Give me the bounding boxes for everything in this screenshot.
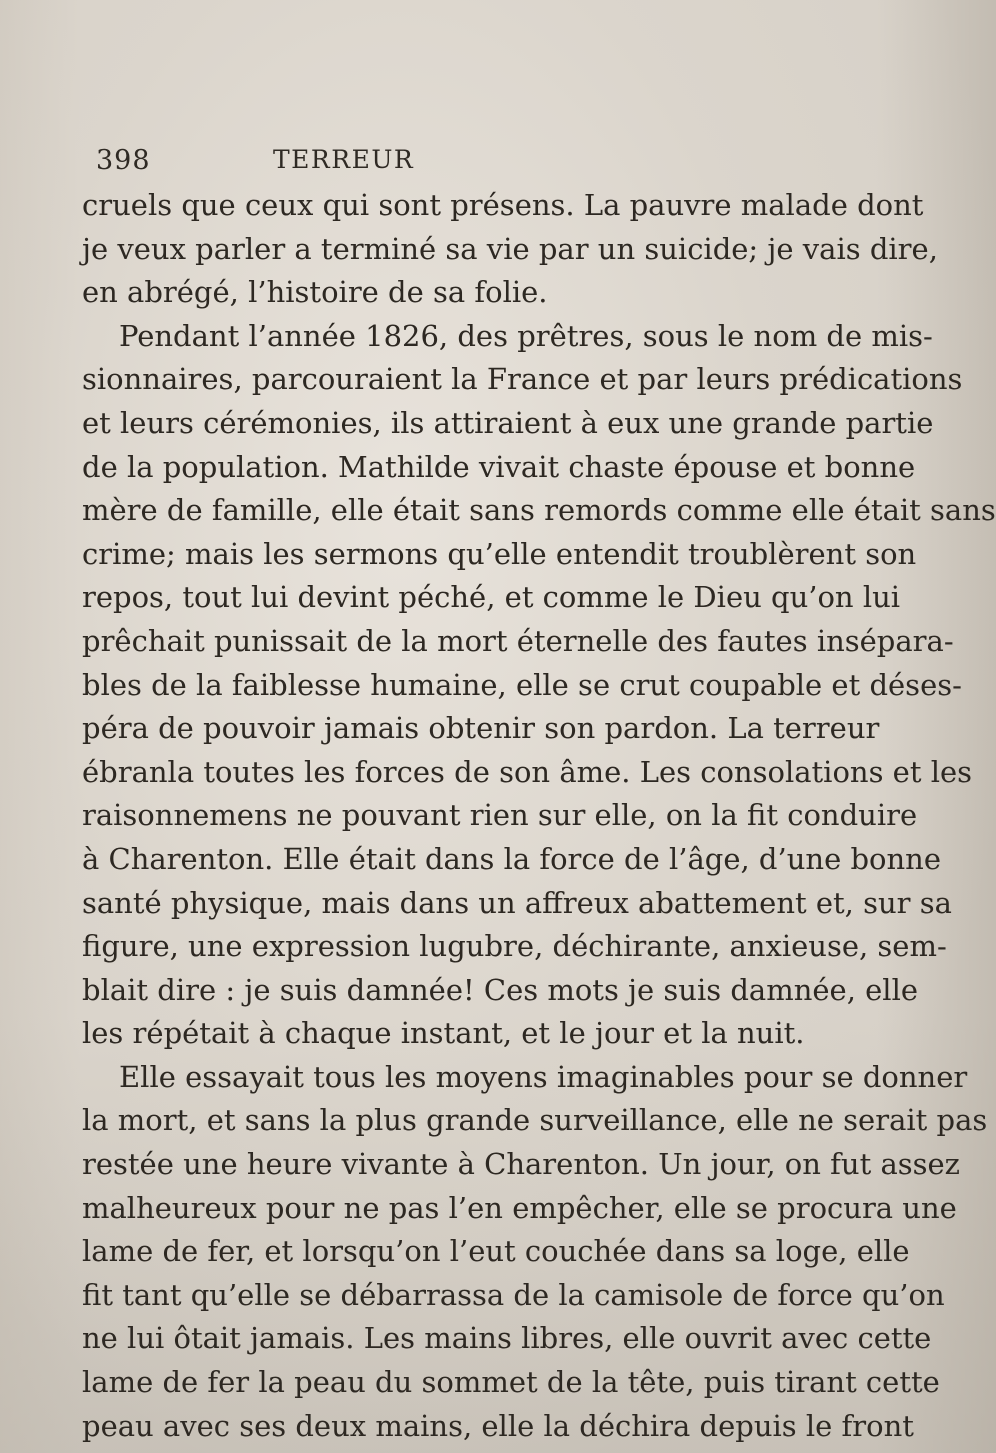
text-line: Pendant l’année 1826, des prêtres, sous le nom de mis- [119,318,933,353]
text-line: et leurs cérémonies, ils attiraient à eux une grande partie [82,405,934,440]
text-line: Elle essayait tous les moyens imaginables pour se donner [119,1059,968,1094]
text-line: de la population. Mathilde vivait chaste épouse et bonne [82,449,916,484]
text-line: crime; mais les sermons qu’elle entendit troublèrent son [82,536,917,571]
text-line: repos, tout lui devint péché, et comme le Dieu qu’on lui [82,580,901,615]
text-line: cruels que ceux qui sont présens. La pauvre malade dont [82,188,924,222]
text-line: péra de pouvoir jamais obtenir son pardon. La terreur [82,711,880,746]
text-line: bles de la faiblesse humaine, elle se crut coupable et déses- [82,667,962,702]
running-title: TERREUR [273,145,415,174]
text-line: je veux parler a terminé sa vie par un suicide; je vais dire, [82,231,938,266]
text-line: lame de fer, et lorsqu’on l’eut couchée dans sa loge, elle [82,1234,910,1269]
text-line: à Charenton. Elle était dans la force de l’âge, d’une bonne [82,841,941,876]
text-line: prêchait punissait de la mort éternelle des fautes insépara- [82,623,954,658]
text-line: lame de fer la peau du sommet de la tête, puis tirant cette [82,1365,940,1400]
text-line: santé physique, mais dans un affreux abattement et, sur sa [82,885,952,920]
running-head [96,145,786,185]
text-line: blait dire : je suis damnée! Ces mots je suis damnée, elle [82,972,919,1007]
text-line: mère de famille, elle était sans remords comme elle était sans [82,493,996,528]
text-line: restée une heure vivante à Charenton. Un jour, on fut assez [82,1147,960,1182]
body-text [82,184,996,1448]
text-line: sionnaires, parcouraient la France et par leurs prédications [82,362,963,397]
text-line: ne lui ôtait jamais. Les mains libres, elle ouvrit avec cette [82,1321,932,1356]
text-line: malheureux pour ne pas l’en empêcher, elle se procura une [82,1190,957,1225]
text-line: la mort, et sans la plus grande surveillance, elle ne serait pas [82,1103,988,1138]
text-line: les répétait à chaque instant, et le jour et la nuit. [82,1016,805,1051]
text-line: peau avec ses deux mains, elle la déchira depuis le front [82,1408,914,1443]
text-line: raisonnemens ne pouvant rien sur elle, on la fit conduire [82,798,918,833]
text-line: figure, une expression lugubre, déchirante, anxieuse, sem- [82,929,947,964]
text-line: ébranla toutes les forces de son âme. Les consolations et les [82,754,973,789]
page-number: 398 [96,145,151,176]
text-line: fit tant qu’elle se débarrassa de la camisole de force qu’on [82,1277,945,1312]
text-line: en abrégé, l’histoire de sa folie. [82,275,548,310]
